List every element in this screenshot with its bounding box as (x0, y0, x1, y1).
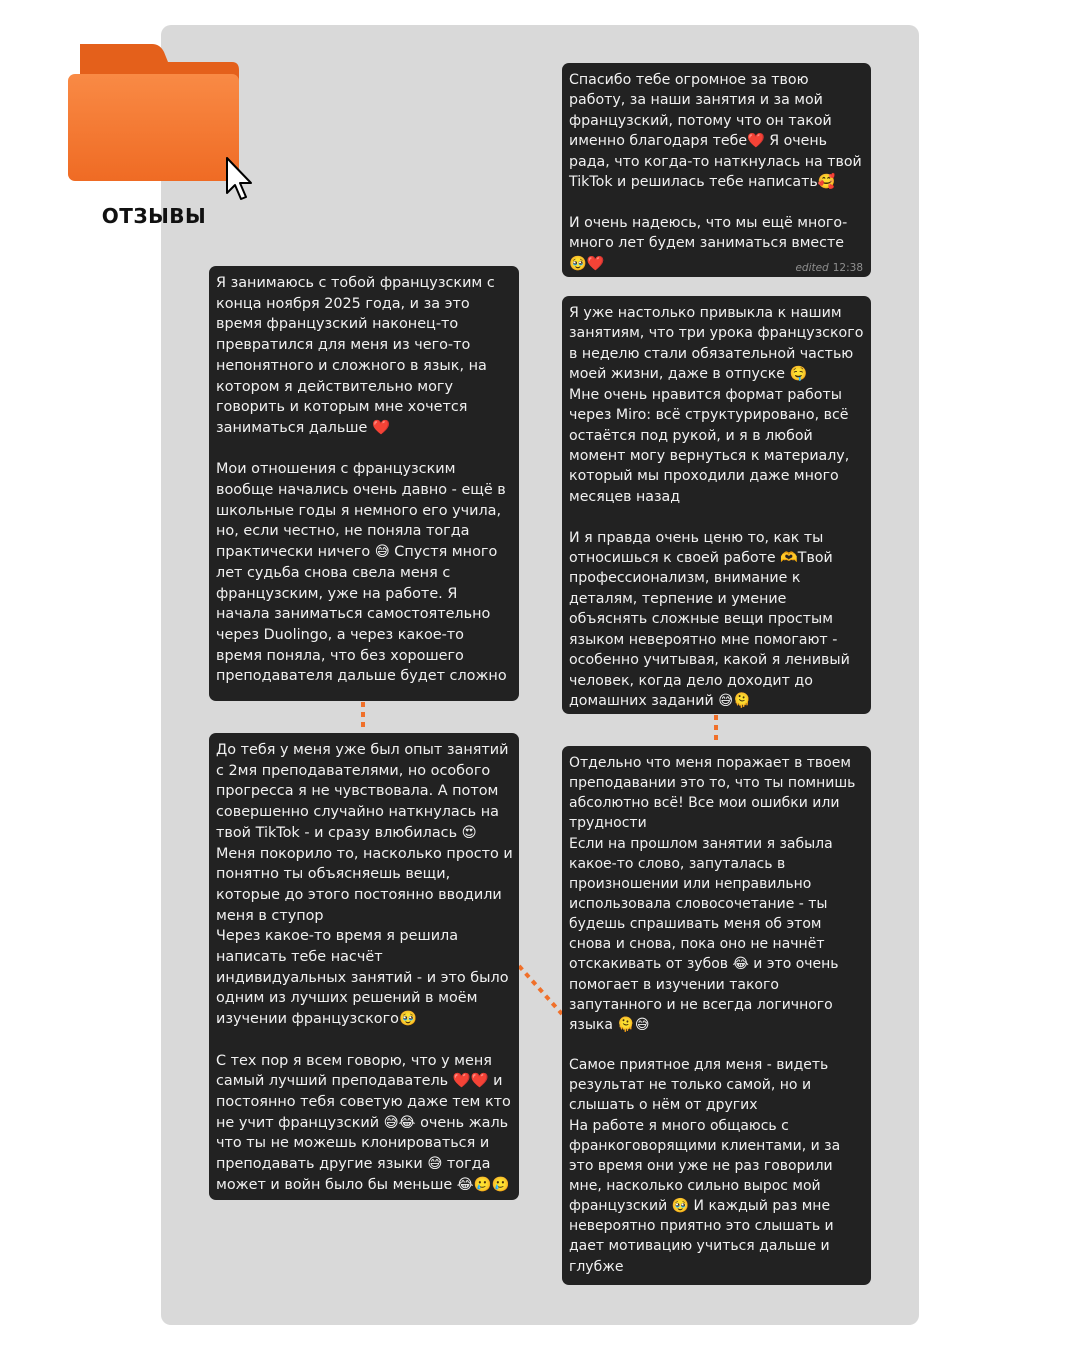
message-time: 12:38 (832, 262, 863, 274)
message-bubble (562, 746, 871, 1285)
message-text: Отдельно что меня поражает в твоем преподавании это то, что ты помнишь абсолютно всё! Все мои ошибки или трудности Если на прошлом занятии я забыла какое-то слово, запуталась в произношении или неправильно использовала словосочетание - ты будешь спрашивать меня об этом снова и снова, пока оно не начнёт отскакивать от зубов 😂 и это очень помогает в изучении такого запутанного и не всегда логичного языка 🫠😅 Самое приятное для меня - видеть результат не только самой, но и слышать о нём от других На работе я много общаюсь с франкоговорящими клиентами, и за это время они уже не раз говорили мне, насколько сильно вырос мой французский 🥹 И каждый раз мне невероятно приятно это слышать и дает мотивацию учиться дальше и глубже (569, 755, 856, 1275)
message-bubble (562, 63, 871, 277)
folder-label[interactable]: ОТЗЫВЫ (101, 204, 207, 228)
message-bubble (209, 733, 519, 1200)
message-text: Я занимаюсь с тобой французским с конца ноября 2025 года, и за это время французский наконец-то превратился для меня из чего-то непонятного и сложного в язык, на котором я действительно могу говорить и которым мне хочется заниматься дальше ❤️ Мои отношения с французским вообще начались очень давно - ещё в школьные годы я немного его учила, но, если честно, не поняла тогда практически ничего 😅 Спустя много лет судьба снова свела меня с французским, уже на работе. Я начала заниматься самостоятельно через Duolingo, а через какое-то время поняла, что без хорошего преподавателя дальше будет сложно (216, 275, 507, 685)
pointer-cursor-icon (225, 157, 253, 205)
message-text: Я уже настолько привыкла к нашим занятиям, что три урока французского в неделю стали обязательной частью моей жизни, даже в отпуске 🤤 Мне очень нравится формат работы через Miro: всё структурировано, всё остаётся под рукой, и я в любой момент могу вернуться к материалу, который мы проходили даже много месяцев назад И я правда очень ценю то, как ты относишься к своей работе 🫶Твой профессионализм, внимание к деталям, терпение и умение объяснять сложные вещи простым языком невероятно мне помогают - особенно учитывая, какой я ленивый человек, когда дело доходит до домашних заданий 😅🫠 (569, 305, 864, 710)
message-bubble (209, 266, 519, 701)
edited-label: edited (795, 262, 829, 274)
message-text: До тебя у меня уже был опыт занятий с 2мя преподавателями, но особого прогресса я не чувствовала. А потом совершенно случайно наткнулась на твой TikTok - и сразу влюбилась 😍 Меня покорило то, насколько просто и понятно ты объясняешь вещи, которые до этого постоянно вводили меня в ступор Через какое-то время я решила написать тебе насчёт индивидуальных занятий - и это было одним из лучших решений в моём изучении французского🥹 С тех пор я всем говорю, что у меня самый лучший преподаватель ❤️❤️ и постоянно тебя советую даже тем кто не учит французский 😅😂 очень жаль что ты не можешь клонироваться и преподавать другие языки 😅 тогда может и войн было бы меньше 😂🥲🥲 (216, 742, 513, 1193)
message-text: Спасибо тебе огромное за твою работу, за наши занятия и за мой французский, потому что он такой именно благодаря тебе❤️ Я очень рада, что когда-то наткнулась на твой TikTok и решилась тебе написать🥰 И очень надеюсь, что мы ещё много-много лет будем заниматься вместе 🥹❤️ (569, 72, 862, 272)
folder-icon[interactable] (68, 44, 240, 182)
message-meta (795, 262, 863, 274)
message-bubble (562, 296, 871, 714)
